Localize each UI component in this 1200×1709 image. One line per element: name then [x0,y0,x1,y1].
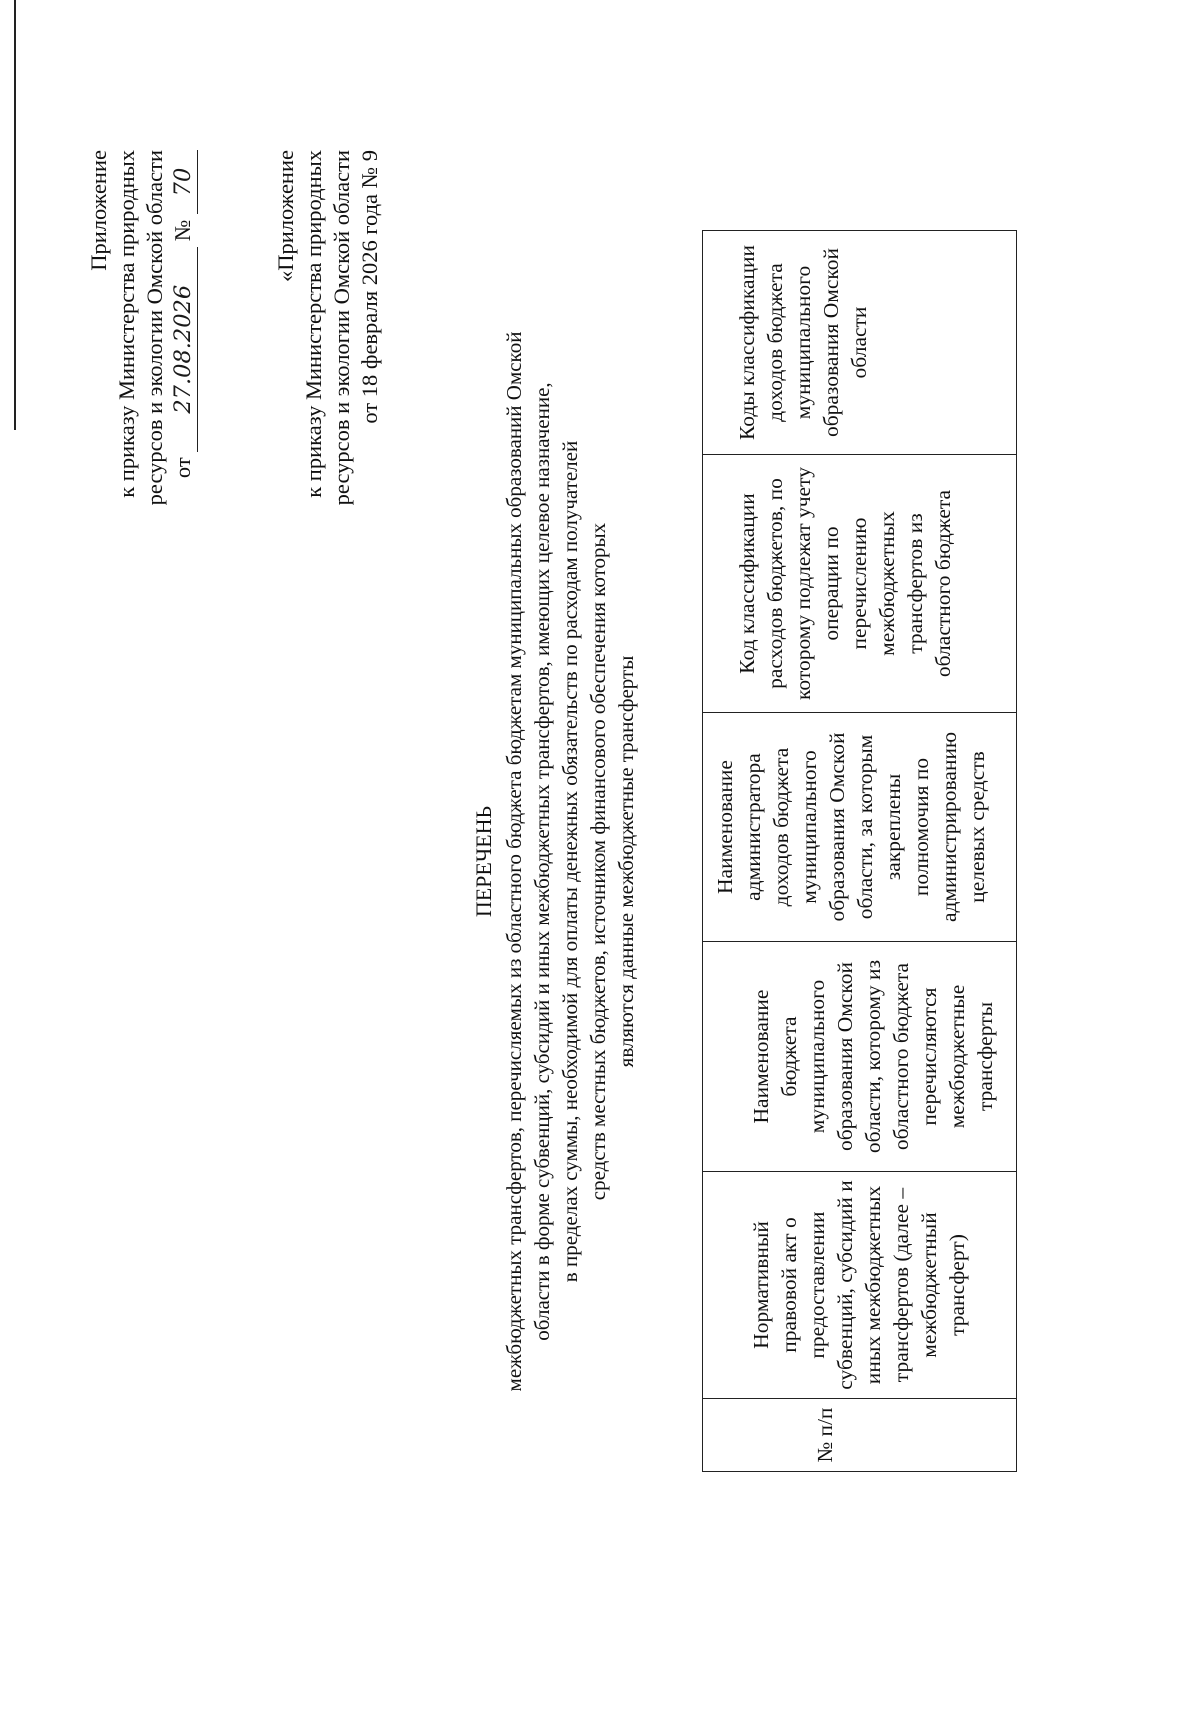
annex-ministry-line: ресурсов и экологии Омской области [142,150,167,506]
annex-prev-date-line: от 18 февраля 2026 года № 9 [357,150,382,424]
subtitle-line-2: области в форме субвенций, субсидий и иных межбюджетных трансфертов, имеющих целевое назначение, [530,382,554,1341]
annex-prev-order-line: к приказу Министерства природных [301,150,326,498]
header-cell-income-codes: Коды классификации доходов бюджета муниципального образования Омской области [703,231,1017,455]
document-heading: ПЕРЕЧЕНЬ [471,805,496,918]
annex-previous-header [272,150,384,505]
document-title-block [470,244,640,1479]
header-cell-administrator: Наименование администратора доходов бюджета муниципального образования Омской области, за которым закреплены полномочия по администрированию целевых средств [703,713,1017,942]
subtitle-line-3: в пределах суммы, необходимой для оплаты денежных обязательств по расходам получателей [558,440,582,1283]
annex-order-line: к приказу Министерства природных [114,150,139,498]
subtitle-line-5: являются данные межбюджетные трансферты [614,655,638,1068]
subtitle-line-4: средств местных бюджетов, источником финансового обеспечения которых [586,522,610,1201]
date-prefix: от [170,457,195,479]
header-cell-expense-code: Код классификации расходов бюджетов, по которому подлежат учету операции по перечислению межбюджетных трансфертов из областного бюджета [703,455,1017,713]
table-header-row [703,231,1017,1472]
number-sign: № [170,219,195,242]
annex-title: Приложение [86,150,111,271]
handwritten-date: 27.08.2026 [169,247,198,452]
annex-current-header [85,150,198,505]
handwritten-number: 70 [169,150,198,214]
header-cell-budget-name: Наименование бюджета муниципального образования Омской области, которому из областного бюджета перечисляются межбюджетные трансферты [703,942,1017,1172]
annex-prev-title: «Приложение [273,150,298,283]
header-cell-legal-act: Нормативный правовой акт о предоставлении субвенций, субсидий и иных межбюджетных трансфертов (далее – межбюджетный трансферт) [703,1172,1017,1399]
transfers-table [702,230,1017,1472]
header-cell-number: № п/п [703,1399,1017,1472]
subtitle-line-1: межбюджетных трансфертов, перечисляемых из областного бюджета бюджетам муниципальных образований Омской [502,331,526,1392]
annex-prev-ministry-line: ресурсов и экологии Омской области [329,150,354,506]
annex-date-number-line [169,150,198,478]
